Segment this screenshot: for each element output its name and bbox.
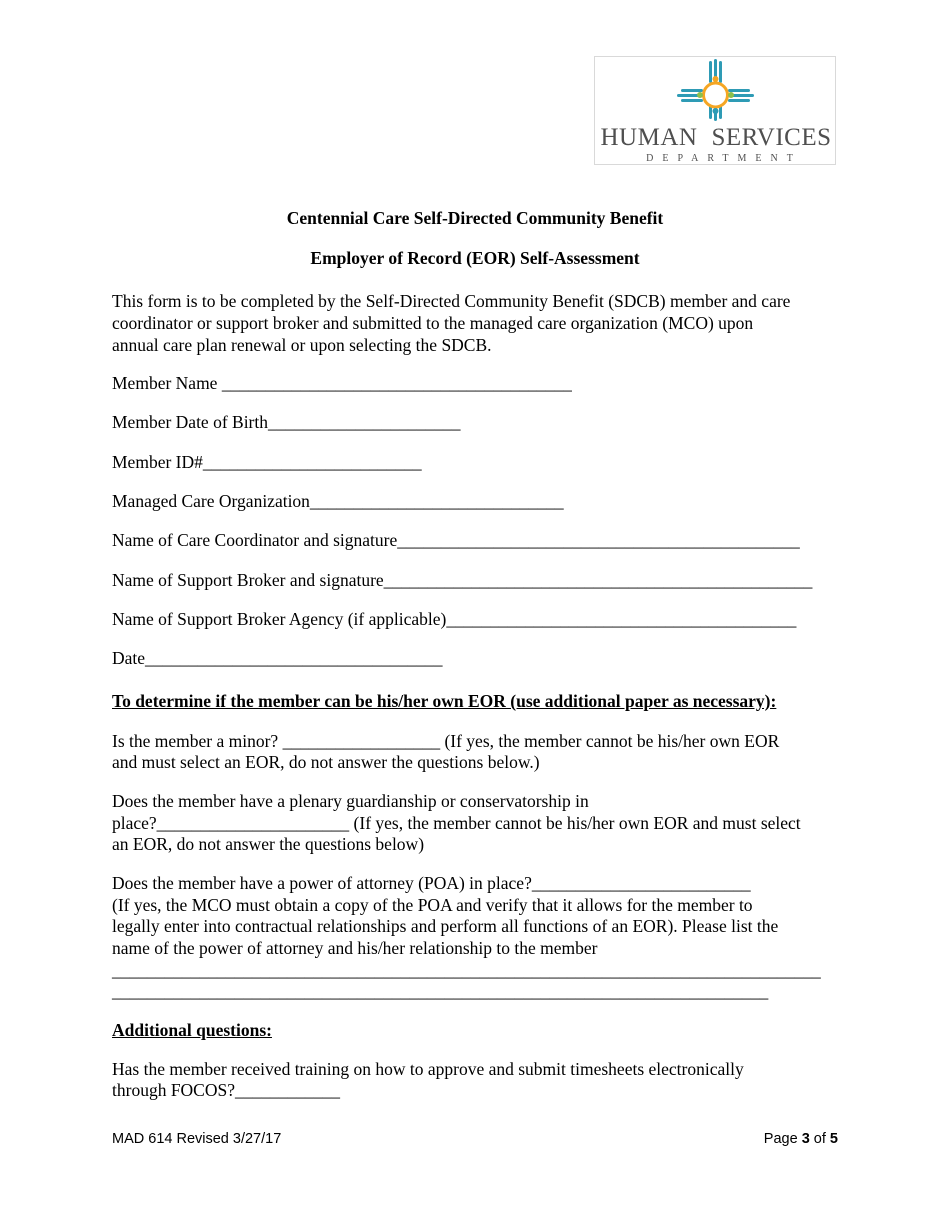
question-poa-line-4: name of the power of attorney and his/her relationship to the member <box>112 938 598 958</box>
intro-line-2: coordinator or support broker and submitted to the managed care organization (MCO) upon <box>112 313 754 333</box>
member-id-field[interactable]: Member ID#_________________________ <box>112 452 422 472</box>
mco-field[interactable]: Managed Care Organization_____________________________ <box>112 491 564 511</box>
date-field[interactable]: Date__________________________________ <box>112 648 443 668</box>
section-eor-heading: To determine if the member can be his/her own EOR (use additional paper as necessary): <box>112 691 777 711</box>
question-poa-line-2: (If yes, the MCO must obtain a copy of the POA and verify that it allows for the member to <box>112 895 753 915</box>
member-dob-field[interactable]: Member Date of Birth______________________ <box>112 412 461 432</box>
zia-sun-icon <box>673 59 757 121</box>
question-poa-line-1[interactable]: Does the member have a power of attorney (POA) in place?_________________________ <box>112 873 751 893</box>
question-training-line-1: Has the member received training on how to approve and submit timesheets electronically <box>112 1059 744 1079</box>
section-additional-heading: Additional questions: <box>112 1020 272 1040</box>
logo-subtitle: DEPARTMENT <box>646 153 802 164</box>
logo-wordmark: HUMAN SERVICES <box>600 124 832 151</box>
member-name-field[interactable]: Member Name ________________________________________ <box>112 373 572 393</box>
intro-line-1: This form is to be completed by the Self-Directed Community Benefit (SDCB) member and care <box>112 291 791 311</box>
footer-page-number: Page 3 of 5 <box>763 1131 838 1147</box>
question-minor-line-1[interactable]: Is the member a minor? __________________ (If yes, the member cannot be his/her own EOR <box>112 731 780 751</box>
question-poa-line-3: legally enter into contractual relationships and perform all functions of an EOR). Please list the <box>112 916 779 936</box>
form-title: Centennial Care Self-Directed Community Benefit <box>286 208 664 228</box>
care-coordinator-field[interactable]: Name of Care Coordinator and signature______________________________________________ <box>112 530 800 550</box>
hsd-logo <box>594 56 836 165</box>
support-broker-agency-field[interactable]: Name of Support Broker Agency (if applicable)________________________________________ <box>112 609 797 629</box>
poa-answer-line-1[interactable]: _________________________________________________________________________________ <box>112 960 821 980</box>
question-minor-line-2: and must select an EOR, do not answer the questions below.) <box>112 752 540 772</box>
question-guardian-line-2[interactable]: place?______________________ (If yes, the member cannot be his/her own EOR and must select <box>112 813 801 833</box>
poa-answer-line-2[interactable]: ___________________________________________________________________________ <box>112 981 769 1001</box>
support-broker-field[interactable]: Name of Support Broker and signature_________________________________________________ <box>112 570 813 590</box>
footer-form-id: MAD 614 Revised 3/27/17 <box>112 1131 282 1147</box>
form-subtitle: Employer of Record (EOR) Self-Assessment <box>310 248 640 268</box>
question-guardian-line-3: an EOR, do not answer the questions below) <box>112 834 425 854</box>
question-guardian-line-1: Does the member have a plenary guardianship or conservatorship in <box>112 791 589 811</box>
question-training-line-2[interactable]: through FOCOS?____________ <box>112 1080 340 1100</box>
intro-line-3: annual care plan renewal or upon selecting the SDCB. <box>112 335 492 355</box>
